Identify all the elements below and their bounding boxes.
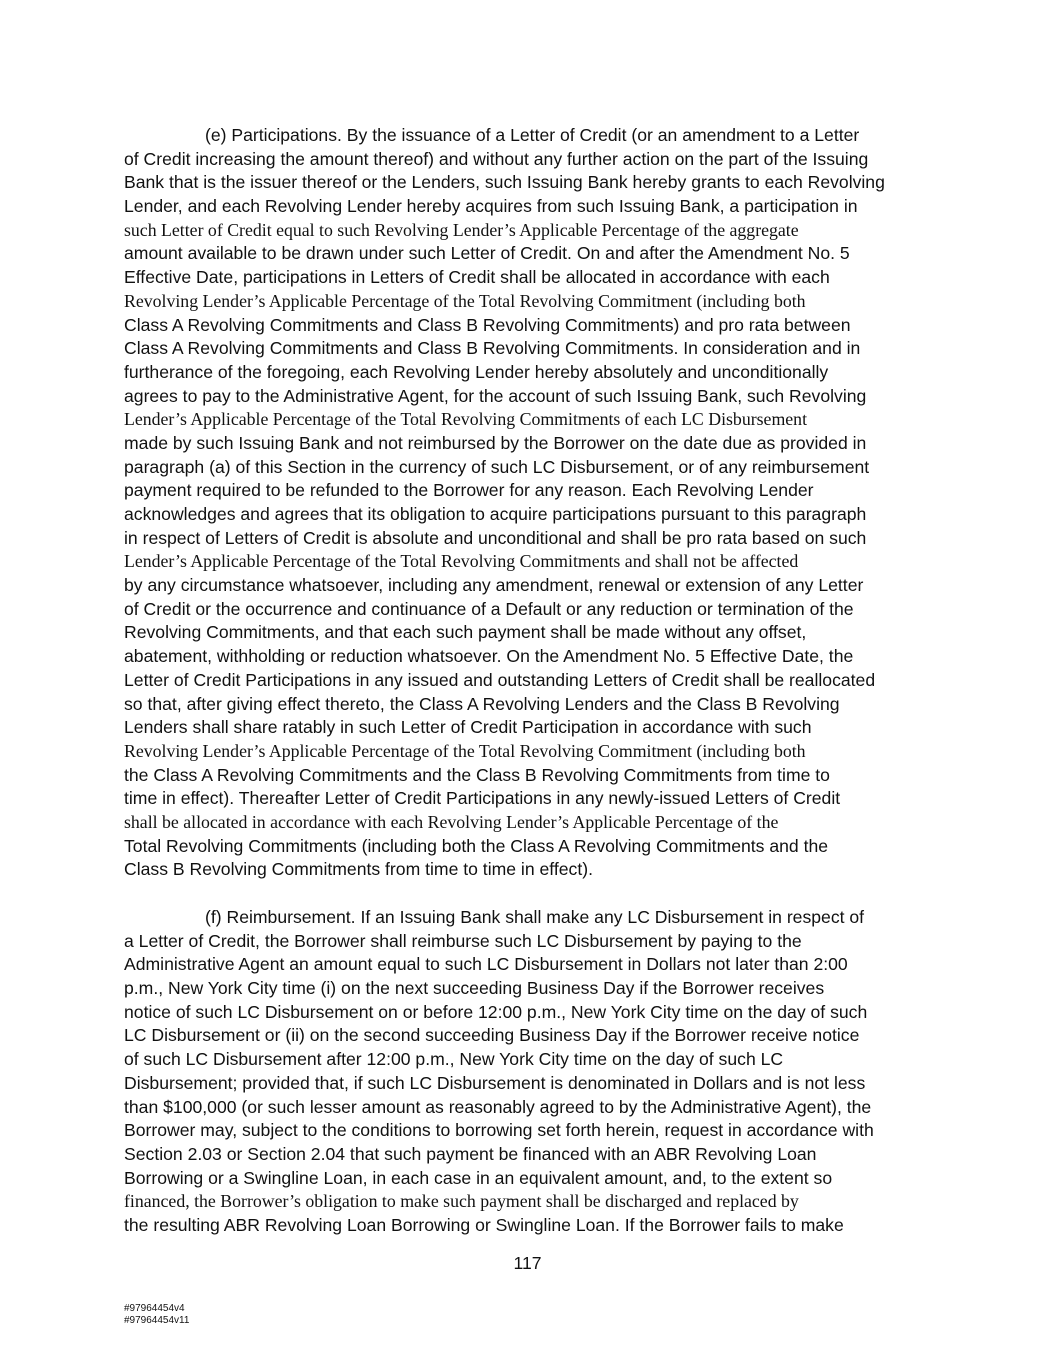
line-text: of such LC Disbursement after 12:00 p.m., New York City time on the day of such LC — [124, 1049, 784, 1070]
line-text: Lender’s Applicable Percentage of the Total Revolving Commitments and shall not be affected — [124, 551, 799, 572]
paragraph-line — [124, 361, 936, 385]
paragraph-line — [124, 1048, 936, 1072]
paragraph-line — [124, 693, 936, 717]
paragraph-line — [124, 242, 936, 266]
line-text: Administrative Agent an amount equal to such LC Disbursement in Dollars not later than 2:00 — [124, 954, 848, 975]
paragraph-line — [124, 503, 936, 527]
line-text: financed, the Borrower’s obligation to make such payment shall be discharged and replaced by — [124, 1191, 799, 1212]
line-text: Revolving Commitments, and that each such payment shall be made without any offset, — [124, 622, 807, 643]
paragraph-line — [124, 550, 936, 574]
paragraph-line — [124, 906, 936, 930]
paragraph-line — [124, 337, 936, 361]
line-text: the Class A Revolving Commitments and the Class B Revolving Commitments from time to — [124, 764, 830, 785]
line-text: time in effect). Thereafter Letter of Credit Participations in any newly-issued Letters of Credit — [124, 788, 841, 809]
line-text: shall be allocated in accordance with each Revolving Lender’s Applicable Percentage of the — [124, 811, 779, 832]
line-text: Total Revolving Commitments (including both the Class A Revolving Commitments and the — [124, 835, 829, 856]
paragraph-line — [124, 835, 936, 859]
line-text: so that, after giving effect thereto, the Class A Revolving Lenders and the Class B Revolving — [124, 693, 840, 714]
paragraph-line — [124, 314, 936, 338]
paragraph-line — [124, 977, 936, 1001]
paragraph-line — [124, 408, 936, 432]
document-id-v11: #97964454v11 — [124, 1315, 190, 1326]
line-text: Revolving Lender’s Applicable Percentage of the Total Revolving Commitment (including both — [124, 740, 806, 761]
paragraph-line — [124, 953, 936, 977]
paragraph-line — [124, 219, 936, 243]
line-text: Borrower may, subject to the conditions to borrowing set forth herein, request in accordance with — [124, 1120, 874, 1141]
line-text: than $100,000 (or such lesser amount as reasonably agreed to by the Administrative Agent), the — [124, 1096, 872, 1117]
line-text: Lender, and each Revolving Lender hereby acquires from such Issuing Bank, a participation in — [124, 196, 858, 217]
paragraph-line — [124, 124, 936, 148]
paragraph-line — [124, 1119, 936, 1143]
paragraph-line — [124, 787, 936, 811]
line-text: the resulting ABR Revolving Loan Borrowing or Swingline Loan. If the Borrower fails to make — [124, 1214, 844, 1235]
paragraph-line — [124, 764, 936, 788]
line-text: p.m., New York City time (i) on the next succeeding Business Day if the Borrower receives — [124, 978, 825, 999]
line-text: LC Disbursement or (ii) on the second succeeding Business Day if the Borrower receive notice — [124, 1025, 860, 1046]
line-text: such Letter of Credit equal to such Revolving Lender’s Applicable Percentage of the aggregate — [124, 219, 799, 240]
paragraph-f-reimbursement — [124, 906, 936, 1238]
line-text: amount available to be drawn under such Letter of Credit. On and after the Amendment No. 5 — [124, 243, 850, 264]
paragraph-line — [124, 479, 936, 503]
paragraph-line — [124, 645, 936, 669]
paragraph-line — [124, 148, 936, 172]
paragraph-line — [124, 716, 936, 740]
line-text: Lenders shall share ratably in such Letter of Credit Participation in accordance with such — [124, 717, 812, 738]
document-id-v4: #97964454v4 — [124, 1303, 185, 1314]
paragraph-line — [124, 811, 936, 835]
paragraph-line — [124, 1024, 936, 1048]
line-text: Lender’s Applicable Percentage of the Total Revolving Commitments of each LC Disbursement — [124, 409, 808, 430]
line-text: by any circumstance whatsoever, including any amendment, renewal or extension of any Letter — [124, 575, 864, 596]
line-text: Class A Revolving Commitments and Class B Revolving Commitments. In consideration and in — [124, 338, 861, 359]
paragraph-line — [124, 266, 936, 290]
line-text: Letter of Credit Participations in any issued and outstanding Letters of Credit shall be reallocated — [124, 669, 876, 690]
line-text: abatement, withholding or reduction whatsoever. On the Amendment No. 5 Effective Date, the — [124, 646, 854, 667]
paragraph-line — [124, 621, 936, 645]
paragraph-line — [124, 432, 936, 456]
paragraph-line — [124, 930, 936, 954]
paragraph-line — [124, 195, 936, 219]
line-text: Revolving Lender’s Applicable Percentage of the Total Revolving Commitment (including both — [124, 290, 806, 311]
paragraph-line — [124, 574, 936, 598]
line-text: made by such Issuing Bank and not reimbursed by the Borrower on the date due as provided in — [124, 432, 867, 453]
line-text: of Credit or the occurrence and continuance of a Default or any reduction or termination of the — [124, 598, 854, 619]
line-text: of Credit increasing the amount thereof) and without any further action on the part of the Issuing — [124, 148, 869, 169]
paragraph-line — [124, 385, 936, 409]
paragraph-line — [124, 1190, 936, 1214]
line-text: Effective Date, participations in Letters of Credit shall be allocated in accordance with each — [124, 267, 830, 288]
line-text: payment required to be refunded to the Borrower for any reason. Each Revolving Lender — [124, 480, 814, 501]
paragraph-line — [124, 290, 936, 314]
line-text: Borrowing or a Swingline Loan, in each case in an equivalent amount, and, to the extent so — [124, 1167, 833, 1188]
line-text: a Letter of Credit, the Borrower shall reimburse such LC Disbursement by paying to the — [124, 930, 802, 951]
line-text: notice of such LC Disbursement on or before 12:00 p.m., New York City time on the day of such — [124, 1001, 868, 1022]
line-text: agrees to pay to the Administrative Agent, for the account of such Issuing Bank, such Revolving — [124, 385, 867, 406]
line-text: in respect of Letters of Credit is absolute and unconditional and shall be pro rata based on such — [124, 527, 867, 548]
paragraph-line — [124, 456, 936, 480]
paragraph-line — [124, 1167, 936, 1191]
line-text: Bank that is the issuer thereof or the Lenders, such Issuing Bank hereby grants to each Revolving — [124, 172, 885, 193]
line-text: Class B Revolving Commitments from time to time in effect). — [124, 859, 593, 880]
paragraph-line — [124, 740, 936, 764]
paragraph-line — [124, 171, 936, 195]
paragraph-line — [124, 1096, 936, 1120]
paragraph-line — [124, 598, 936, 622]
line-text: paragraph (a) of this Section in the currency of such LC Disbursement, or of any reimbursement — [124, 456, 870, 477]
line-text: Class A Revolving Commitments and Class B Revolving Commitments) and pro rata between — [124, 314, 851, 335]
paragraph-line — [124, 527, 936, 551]
paragraph-line — [124, 1143, 936, 1167]
paragraph-line — [124, 669, 936, 693]
line-text: acknowledges and agrees that its obligation to acquire participations pursuant to this paragraph — [124, 504, 867, 524]
paragraph-line — [124, 1001, 936, 1025]
line-text: (e) Participations. By the issuance of a Letter of Credit (or an amendment to a Letter — [205, 125, 860, 145]
paragraph-line — [124, 858, 936, 882]
paragraph-e-participations — [124, 124, 936, 882]
paragraph-line — [124, 1214, 936, 1238]
page-number: 117 — [513, 1253, 542, 1273]
line-text: Section 2.03 or Section 2.04 that such payment be financed with an ABR Revolving Loan — [124, 1143, 817, 1164]
line-text: furtherance of the foregoing, each Revolving Lender hereby absolutely and unconditionally — [124, 361, 829, 382]
line-text: (f) Reimbursement. If an Issuing Bank shall make any LC Disbursement in respect of — [205, 907, 865, 927]
line-text: Disbursement; provided that, if such LC Disbursement is denominated in Dollars and is not less — [124, 1072, 866, 1093]
paragraph-line — [124, 1072, 936, 1096]
